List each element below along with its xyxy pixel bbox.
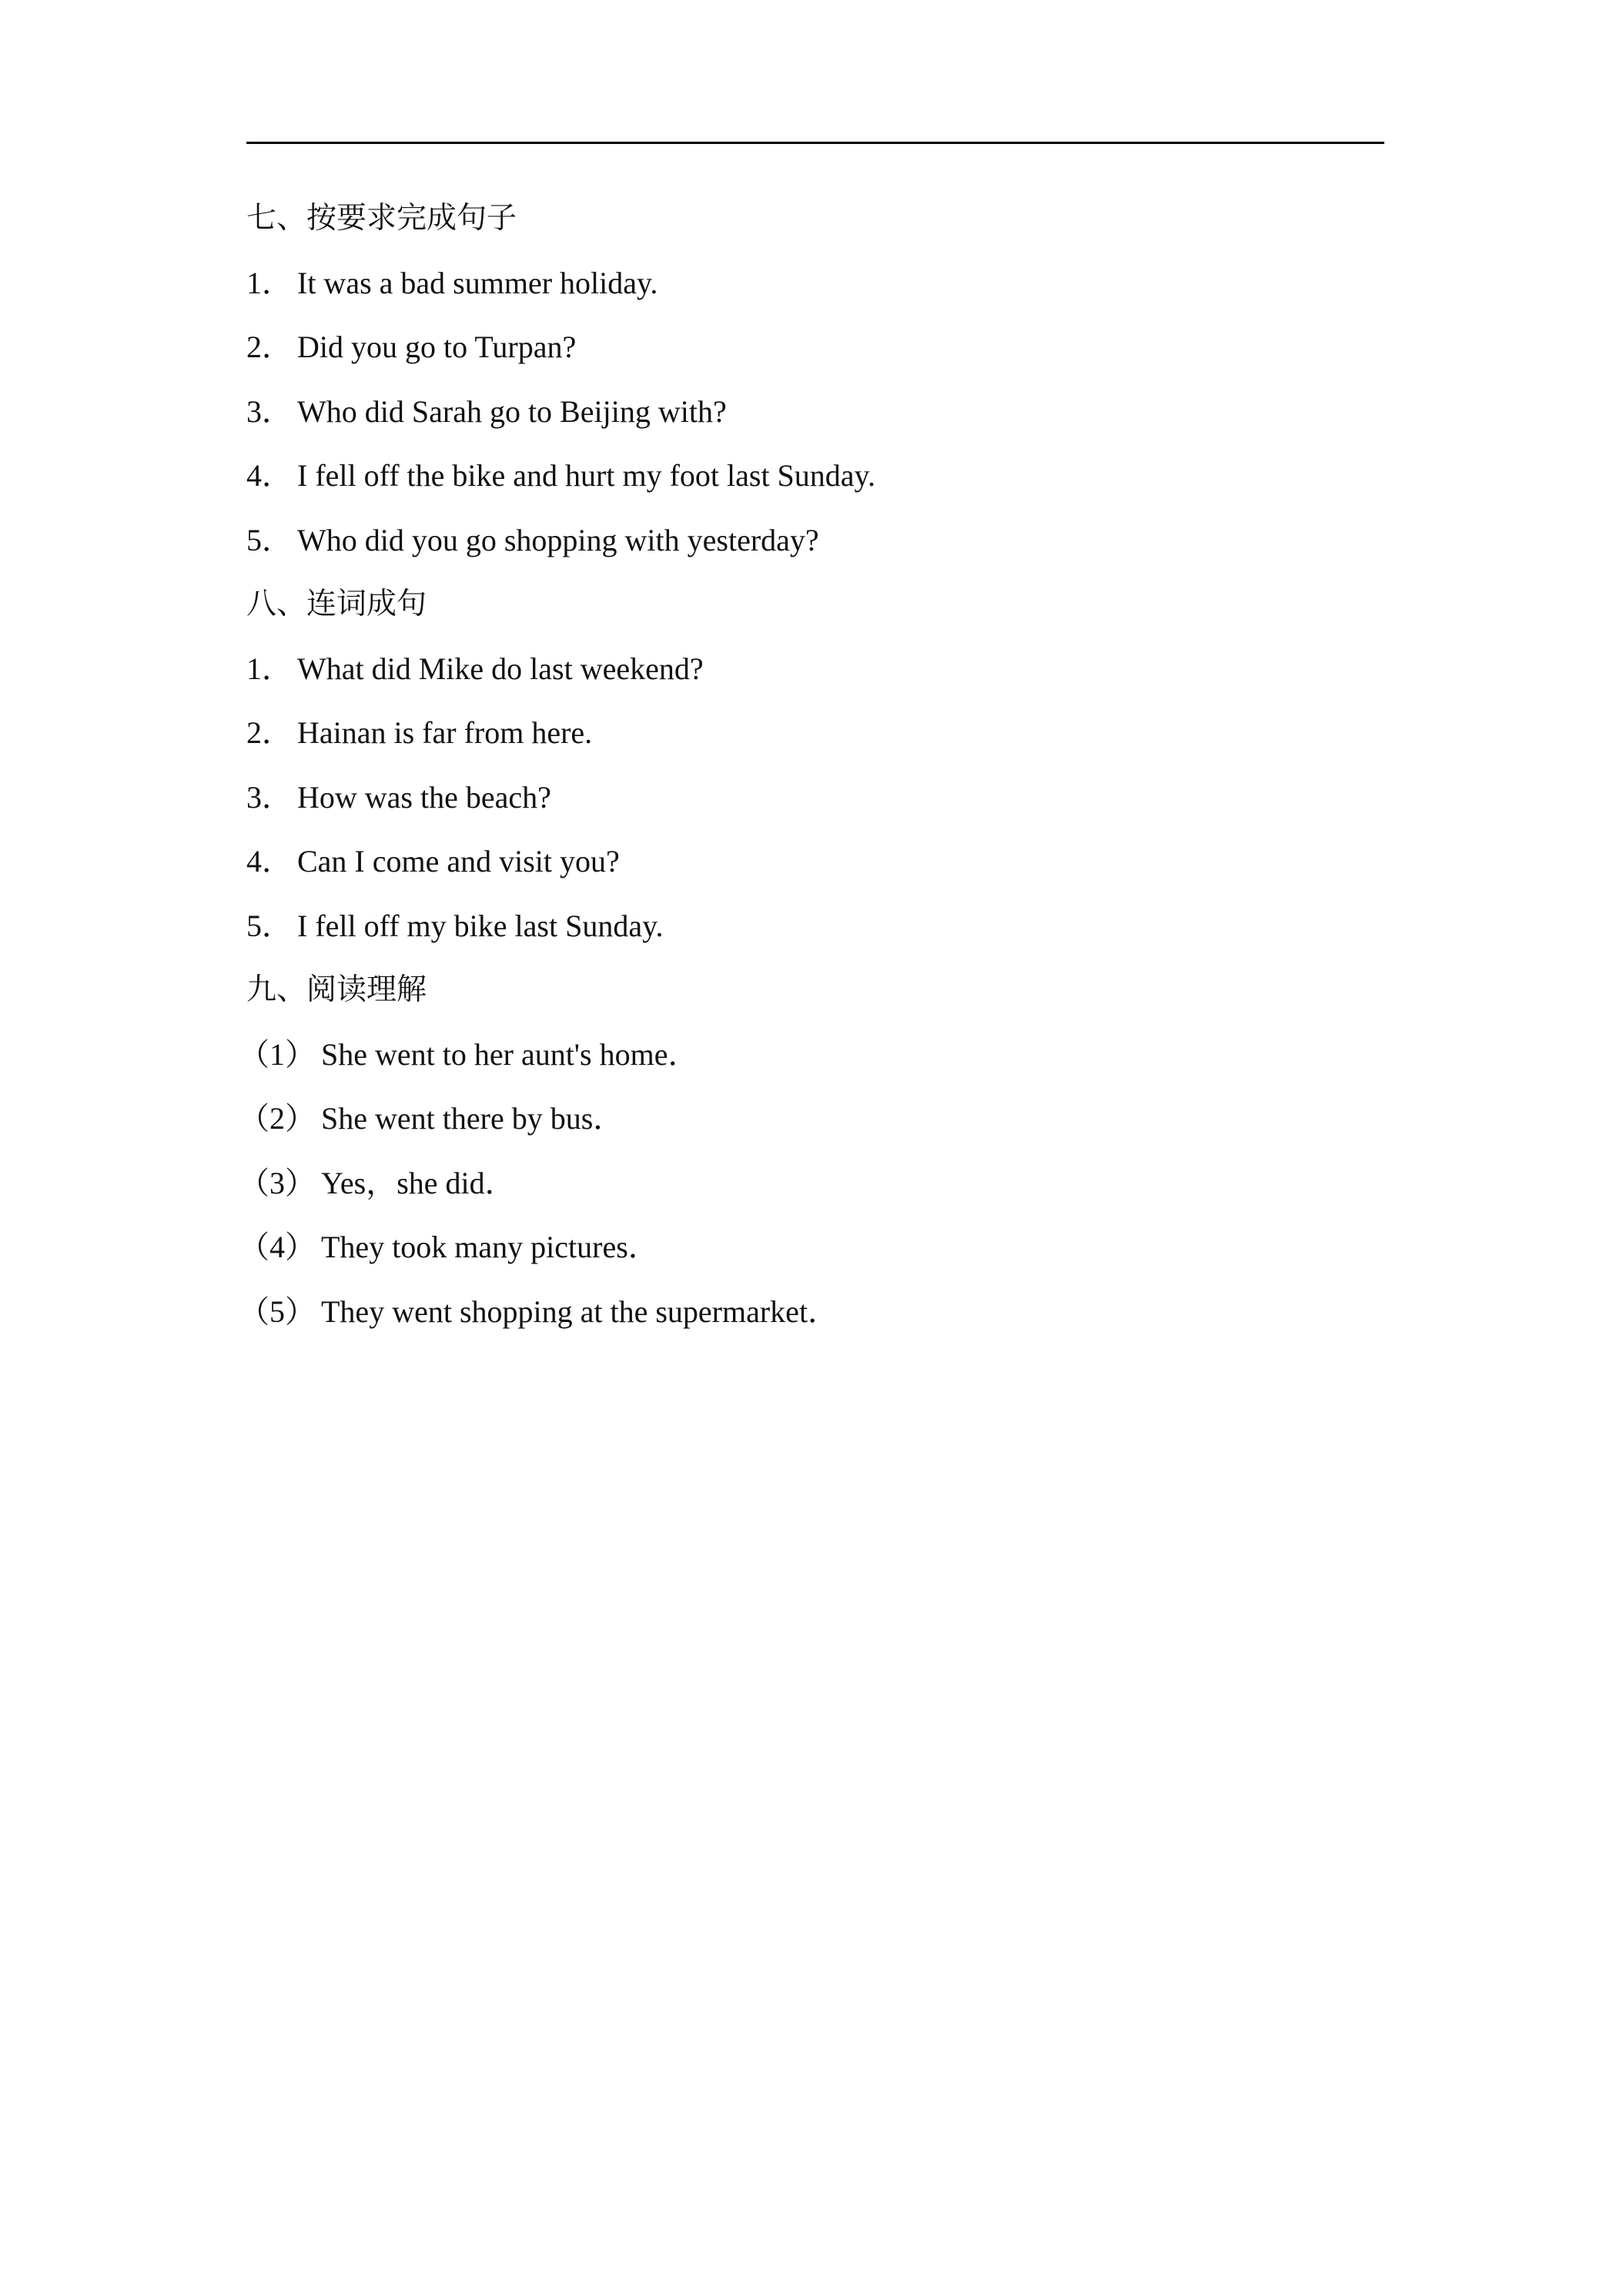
answer-item bbox=[246, 894, 1384, 959]
item-number: 2． bbox=[246, 715, 293, 750]
item-number: 4． bbox=[246, 844, 293, 879]
item-number: （4） bbox=[239, 1230, 316, 1264]
item-number: 5． bbox=[246, 522, 293, 557]
section-reading-comprehension bbox=[239, 958, 1384, 1344]
item-text: Yes，she did． bbox=[321, 1165, 516, 1200]
item-number: 4． bbox=[246, 458, 293, 493]
section-sentence-completion bbox=[246, 186, 1384, 572]
answer-item bbox=[246, 508, 1384, 573]
answer-item bbox=[246, 251, 1384, 316]
item-number: 2． bbox=[246, 330, 293, 364]
item-text: I fell off the bike and hurt my foot last Sunday. bbox=[297, 458, 875, 493]
item-text: Did you go to Turpan? bbox=[297, 330, 577, 364]
item-text: It was a bad summer holiday. bbox=[297, 265, 658, 300]
answer-item bbox=[246, 637, 1384, 701]
item-text: Who did you go shopping with yesterday? bbox=[297, 522, 819, 557]
item-number: （5） bbox=[239, 1294, 316, 1329]
item-number: 3． bbox=[246, 779, 293, 815]
item-text: What did Mike do last weekend? bbox=[297, 651, 704, 686]
item-number: 1． bbox=[246, 265, 293, 300]
item-number: （1） bbox=[239, 1036, 316, 1072]
item-number: 1． bbox=[246, 651, 293, 686]
section-heading: 九、阅读理解 bbox=[246, 972, 427, 1007]
answer-key bbox=[239, 186, 1384, 1344]
answer-item bbox=[239, 1280, 1384, 1344]
item-text: They went shopping at the supermarket． bbox=[321, 1294, 839, 1329]
item-number: （3） bbox=[239, 1165, 316, 1200]
item-text: She went to her aunt's home． bbox=[321, 1036, 699, 1072]
answer-item bbox=[246, 765, 1384, 830]
section-heading: 七、按要求完成句子 bbox=[246, 201, 517, 236]
answer-item bbox=[239, 1215, 1384, 1280]
section-word-ordering bbox=[246, 572, 1384, 958]
answer-item bbox=[246, 701, 1384, 765]
header-rule bbox=[246, 142, 1384, 144]
item-text: She went there by bus． bbox=[321, 1101, 624, 1136]
item-text: How was the beach? bbox=[297, 779, 551, 815]
item-text: Hainan is far from here. bbox=[297, 715, 593, 750]
answer-item bbox=[239, 1086, 1384, 1151]
item-number: 3． bbox=[246, 393, 293, 429]
answer-item bbox=[246, 315, 1384, 380]
item-number: 5． bbox=[246, 908, 293, 943]
item-number: （2） bbox=[239, 1101, 316, 1136]
answer-item bbox=[239, 1022, 1384, 1087]
answer-item bbox=[246, 380, 1384, 444]
item-text: Who did Sarah go to Beijing with? bbox=[297, 393, 727, 429]
answer-item bbox=[246, 443, 1384, 508]
answer-item bbox=[239, 1151, 1384, 1216]
section-heading: 八、连词成句 bbox=[246, 587, 427, 621]
item-text: I fell off my bike last Sunday. bbox=[297, 908, 664, 943]
item-text: They took many pictures． bbox=[321, 1230, 659, 1264]
item-text: Can I come and visit you? bbox=[297, 844, 620, 879]
answer-item bbox=[246, 829, 1384, 894]
